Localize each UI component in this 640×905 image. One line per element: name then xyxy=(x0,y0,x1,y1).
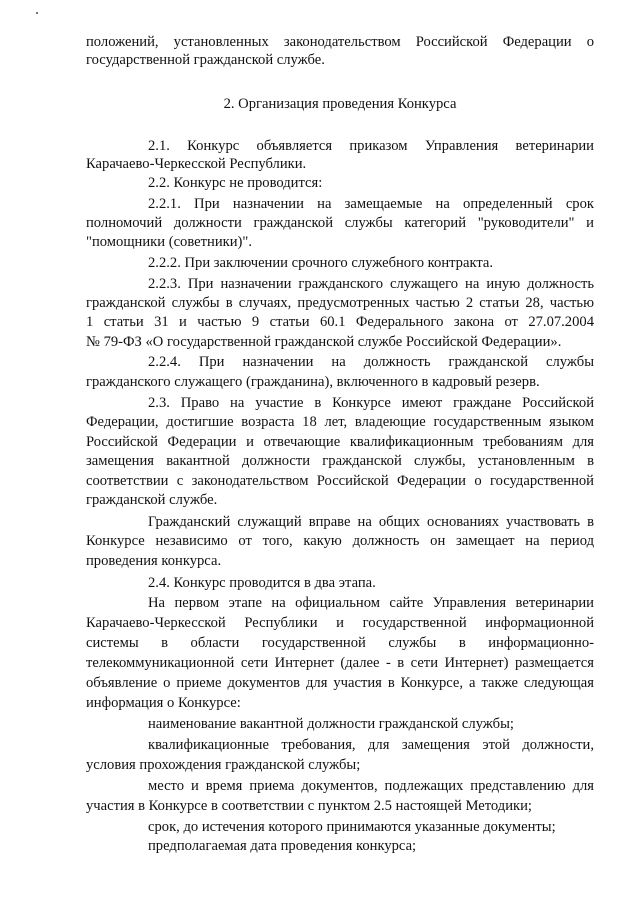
text-line: На первом этапе на официальном сайте Управления ветеринарии xyxy=(148,595,594,611)
text-line: объявление о приеме документов для участия в Конкурсе, а также следующая xyxy=(86,675,594,691)
section-heading: 2. Организация проведения Конкурса xyxy=(223,96,457,112)
list-item: место и время приема документов, подлежащих представлению для xyxy=(148,778,594,794)
text-line: информация о Конкурсе: xyxy=(86,695,241,711)
text-line: Российской Федерации и отвечающие квалификационным требованиям для xyxy=(86,434,594,450)
text-line: гражданской службы в случаях, предусмотренных частью 2 статьи 28, частью xyxy=(86,295,594,311)
text-line: 2.2.1. При назначении на замещаемые на определенный срок xyxy=(148,196,594,212)
scan-speck xyxy=(36,12,38,14)
text-line: телекоммуникационной сети Интернет (далее - в сети Интернет) размещается xyxy=(86,655,594,671)
text-line: 2.2.2. При заключении срочного служебного контракта. xyxy=(148,255,494,271)
text-line: государственной гражданской службе. xyxy=(86,52,325,68)
text-line: 2.3. Право на участие в Конкурсе имеют граждане Российской xyxy=(148,395,594,411)
text-line: 2.4. Конкурс проводится в два этапа. xyxy=(148,575,376,591)
text-line: положений, установленных законодательством Российской Федерации о xyxy=(86,34,594,50)
text-line: условия прохождения гражданской службы; xyxy=(86,757,361,773)
text-line: гражданской службе. xyxy=(86,492,218,508)
text-line: системы в области государственной службы в информационно- xyxy=(86,635,594,651)
text-line: № 79-ФЗ «О государственной гражданской службе Российской Федерации». xyxy=(86,334,562,350)
text-line: Федерации, достигшие возраста 18 лет, владеющие государственным языком xyxy=(86,414,594,430)
text-line: 2.2.4. При назначении на должность гражданской службы xyxy=(148,354,594,370)
text-line: "помощники (советники)". xyxy=(86,234,253,250)
text-line: 2.2.3. При назначении гражданского служащего на иную должность xyxy=(148,276,594,292)
text-line: 2.2. Конкурс не проводится: xyxy=(148,175,323,191)
text-line: участия в Конкурсе в соответствии с пунктом 2.5 настоящей Методики; xyxy=(86,798,532,814)
text-line: Карачаево-Черкесской Республики. xyxy=(86,156,307,172)
text-line: полномочий должности гражданской службы категорий "руководители" и xyxy=(86,215,594,231)
text-line: проведения конкурса. xyxy=(86,553,222,569)
text-line: замещения вакантной должности гражданской службы, установленным в xyxy=(86,453,594,469)
text-line: Карачаево-Черкесской Республики и государственной информационной xyxy=(86,615,594,631)
text-line: 1 статьи 31 и частью 9 статьи 60.1 Федерального закона от 27.07.2004 xyxy=(86,314,594,330)
text-line: гражданского служащего (гражданина), включенного в кадровый резерв. xyxy=(86,374,540,390)
text-line: 2.1. Конкурс объявляется приказом Управления ветеринарии xyxy=(148,138,594,154)
list-item: предполагаемая дата проведения конкурса; xyxy=(148,838,417,854)
list-item: наименование вакантной должности гражданской службы; xyxy=(148,716,514,732)
list-item: квалификационные требования, для замещения этой должности, xyxy=(148,737,594,753)
text-line: соответствии с законодательством Российской Федерации о государственной xyxy=(86,473,594,489)
text-line: Гражданский служащий вправе на общих основаниях участвовать в xyxy=(148,514,594,530)
list-item: срок, до истечения которого принимаются указанные документы; xyxy=(148,819,556,835)
text-line: Конкурсе независимо от того, какую должность он замещает на период xyxy=(86,533,594,549)
